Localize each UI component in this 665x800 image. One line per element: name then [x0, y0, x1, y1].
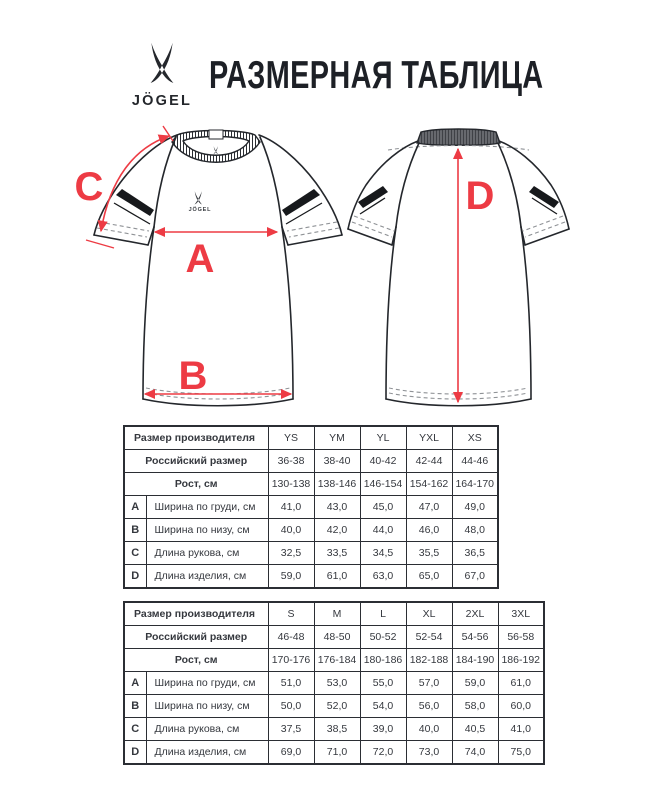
collar-brand-mark-icon — [214, 146, 219, 154]
size-cell: 49,0 — [452, 496, 498, 519]
back-shirt-diagram — [330, 115, 630, 415]
size-cell: 46-48 — [268, 626, 314, 649]
chest-brand-mark-icon — [195, 191, 203, 204]
size-cell: 59,0 — [452, 672, 498, 695]
table-row — [124, 450, 498, 473]
size-cell: 52-54 — [406, 626, 452, 649]
size-cell: 2XL — [452, 602, 498, 626]
table-row — [124, 473, 498, 496]
size-cell: 33,5 — [314, 542, 360, 565]
size-cell: 38-40 — [314, 450, 360, 473]
size-cell: 40,0 — [268, 519, 314, 542]
size-cell: 154-162 — [406, 473, 452, 496]
row-label: Размер производителя — [124, 426, 268, 450]
measure-label: Ширина по низу, см — [146, 695, 268, 718]
size-cell: 44-46 — [452, 450, 498, 473]
jogel-mark-icon — [151, 43, 174, 83]
size-cell: YXL — [406, 426, 452, 450]
size-cell: 45,0 — [360, 496, 406, 519]
measure-label: Ширина по низу, см — [146, 519, 268, 542]
measure-letter: B — [124, 695, 146, 718]
row-label: Рост, см — [124, 649, 268, 672]
measure-label-A: A — [185, 237, 215, 281]
measure-letter: D — [124, 741, 146, 765]
size-cell: 40,5 — [452, 718, 498, 741]
measure-letter: A — [124, 672, 146, 695]
size-cell: 36,5 — [452, 542, 498, 565]
size-cell: 37,5 — [268, 718, 314, 741]
table-row — [124, 649, 544, 672]
size-cell: 176-184 — [314, 649, 360, 672]
size-cell: 164-170 — [452, 473, 498, 496]
size-cell: 47,0 — [406, 496, 452, 519]
table-row — [124, 672, 544, 695]
size-cell: 40-42 — [360, 450, 406, 473]
measure-label: Длина рукова, см — [146, 718, 268, 741]
measure-label: Ширина по груди, см — [146, 496, 268, 519]
front-stitch-lines — [97, 222, 339, 399]
table-row — [124, 496, 498, 519]
size-cell: 186-192 — [498, 649, 544, 672]
size-cell: YL — [360, 426, 406, 450]
size-cell: 52,0 — [314, 695, 360, 718]
size-cell: 130-138 — [268, 473, 314, 496]
size-cell: 73,0 — [406, 741, 452, 765]
size-cell: M — [314, 602, 360, 626]
jogel-logo — [127, 40, 197, 112]
collar-size-tag — [209, 130, 223, 139]
size-cell: 50-52 — [360, 626, 406, 649]
size-cell: 69,0 — [268, 741, 314, 765]
size-cell: 32,5 — [268, 542, 314, 565]
size-cell: 48,0 — [452, 519, 498, 542]
size-cell: 55,0 — [360, 672, 406, 695]
sleeve-stripes-front — [116, 189, 320, 216]
page-title: РАЗМЕРНАЯ ТАБЛИЦА — [209, 54, 544, 97]
row-label: Размер производителя — [124, 602, 268, 626]
size-cell: 138-146 — [314, 473, 360, 496]
measure-letter: A — [124, 496, 146, 519]
size-cell: 54,0 — [360, 695, 406, 718]
size-cell: 43,0 — [314, 496, 360, 519]
table-row — [124, 565, 498, 589]
size-cell: 74,0 — [452, 741, 498, 765]
table-row — [124, 426, 498, 450]
measure-letter: C — [124, 542, 146, 565]
table-row — [124, 602, 544, 626]
size-cell: 75,0 — [498, 741, 544, 765]
size-cell: 40,0 — [406, 718, 452, 741]
measure-letter: C — [124, 718, 146, 741]
table-row — [124, 519, 498, 542]
size-cell: YS — [268, 426, 314, 450]
measure-label: Длина изделия, см — [146, 741, 268, 765]
size-cell: 41,0 — [498, 718, 544, 741]
size-cell: 3XL — [498, 602, 544, 626]
measure-letter: D — [124, 565, 146, 589]
measure-label: Длина рукова, см — [146, 542, 268, 565]
size-cell: 57,0 — [406, 672, 452, 695]
size-cell: 71,0 — [314, 741, 360, 765]
table-row — [124, 542, 498, 565]
measure-label: Длина изделия, см — [146, 565, 268, 589]
chest-brand-text: JÖGEL — [188, 207, 212, 213]
size-cell: 180-186 — [360, 649, 406, 672]
size-cell: 48-50 — [314, 626, 360, 649]
size-cell: 61,0 — [314, 565, 360, 589]
size-cell: L — [360, 602, 406, 626]
measure-letter: B — [124, 519, 146, 542]
row-label: Рост, см — [124, 473, 268, 496]
size-cell: 46,0 — [406, 519, 452, 542]
row-label: Российский размер — [124, 450, 268, 473]
size-cell: 59,0 — [268, 565, 314, 589]
size-cell: 67,0 — [452, 565, 498, 589]
size-cell: 42-44 — [406, 450, 452, 473]
row-label: Российский размер — [124, 626, 268, 649]
size-cell: 182-188 — [406, 649, 452, 672]
size-cell: 58,0 — [452, 695, 498, 718]
measure-label: Ширина по груди, см — [146, 672, 268, 695]
size-cell: 56-58 — [498, 626, 544, 649]
measure-label-B: B — [178, 354, 208, 398]
size-cell: 72,0 — [360, 741, 406, 765]
size-cell: XL — [406, 602, 452, 626]
size-cell: 41,0 — [268, 496, 314, 519]
size-cell: 38,5 — [314, 718, 360, 741]
size-cell: 53,0 — [314, 672, 360, 695]
size-table — [123, 601, 545, 765]
size-cell: 56,0 — [406, 695, 452, 718]
front-shirt-outline — [94, 135, 342, 406]
size-cell: 61,0 — [498, 672, 544, 695]
size-cell: S — [268, 602, 314, 626]
measure-label-C: C — [74, 165, 104, 209]
size-cell: YM — [314, 426, 360, 450]
size-cell: 34,5 — [360, 542, 406, 565]
size-cell: 63,0 — [360, 565, 406, 589]
front-shirt-diagram — [50, 115, 350, 415]
size-cell: 184-190 — [452, 649, 498, 672]
size-cell: 35,5 — [406, 542, 452, 565]
size-cell: 44,0 — [360, 519, 406, 542]
measure-label-D: D — [465, 174, 495, 218]
size-cell: 50,0 — [268, 695, 314, 718]
table-row — [124, 695, 544, 718]
size-table — [123, 425, 499, 589]
size-cell: 36-38 — [268, 450, 314, 473]
collar-back — [417, 129, 500, 145]
size-cell: XS — [452, 426, 498, 450]
size-cell: 39,0 — [360, 718, 406, 741]
size-cell: 170-176 — [268, 649, 314, 672]
youth-size-table — [123, 425, 499, 589]
size-cell: 146-154 — [360, 473, 406, 496]
brand-wordmark: JÖGEL — [131, 93, 193, 109]
size-cell: 42,0 — [314, 519, 360, 542]
size-cell: 65,0 — [406, 565, 452, 589]
size-cell: 54-56 — [452, 626, 498, 649]
table-row — [124, 741, 544, 765]
adult-size-table — [123, 601, 545, 765]
table-row — [124, 718, 544, 741]
size-cell: 60,0 — [498, 695, 544, 718]
table-row — [124, 626, 544, 649]
size-cell: 51,0 — [268, 672, 314, 695]
